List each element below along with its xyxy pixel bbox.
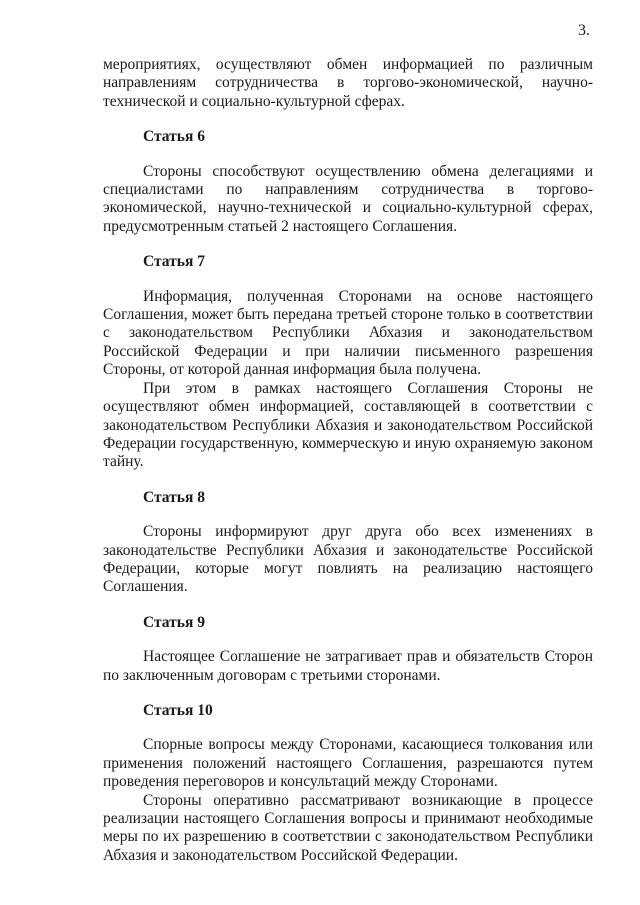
page-number: 3. — [578, 22, 590, 39]
article-6-title: Статья 6 — [143, 128, 205, 146]
article-7-title: Статья 7 — [143, 253, 205, 271]
article-10-title: Статья 10 — [143, 701, 213, 719]
article-8-paragraph-1: Стороны информируют друг друга обо всех изменениях в законодательстве Республики Абхазия и законодательстве Российской Федерации, которые могут повлиять на реализацию настоящего Соглашения. — [103, 523, 593, 596]
article-8-title: Статья 8 — [143, 488, 205, 506]
article-9-paragraph-1: Настоящее Соглашение не затрагивает прав и обязательств Сторон по заключенным договорам с третьими сторонами. — [103, 648, 593, 684]
article-10-paragraph-1: Спорные вопросы между Сторонами, касающиеся толкования или применения положений настоящего Соглашения, разрешаются путем проведения переговоров и консультаций между Сторонами. — [103, 736, 593, 791]
article-7-paragraph-2: При этом в рамках настоящего Соглашения Стороны не осуществляют обмен информацией, составляющей в соответствии с законодательством Республики Абхазия и законодательством Российской Федерации государственную, коммерческую и иную охраняемую законом тайну. — [103, 379, 593, 471]
article-6-paragraph-1: Стороны способствуют осуществлению обмена делегациями и специалистами по направлениям сотрудничества в торгово-экономической, научно-технической и социально-культурной сферах, предусмотренным статьей 2 настоящего Соглашения. — [103, 162, 593, 235]
document-body — [103, 56, 593, 865]
intro-paragraph: мероприятиях, осуществляют обмен информацией по различным направлениям сотрудничества в торгово-экономической, научно-технической и социально-культурной сферах. — [103, 56, 593, 110]
article-7-paragraph-1: Информация, полученная Сторонами на основе настоящего Соглашения, может быть передана третьей стороне только в соответствии с законодательством Республики Абхазия и законодательством Российской Федерации и при наличии письменного разрешения Стороны, от которой данная информация была получена. — [103, 287, 593, 379]
article-10-paragraph-2: Стороны оперативно рассматривают возникающие в процессе реализации настоящего Соглашения вопросы и принимают необходимые меры по их разрешению в соответствии с законодательством Республики Абхазия и законодательством Российской Федерации. — [103, 791, 593, 864]
article-9-title: Статья 9 — [143, 613, 205, 631]
